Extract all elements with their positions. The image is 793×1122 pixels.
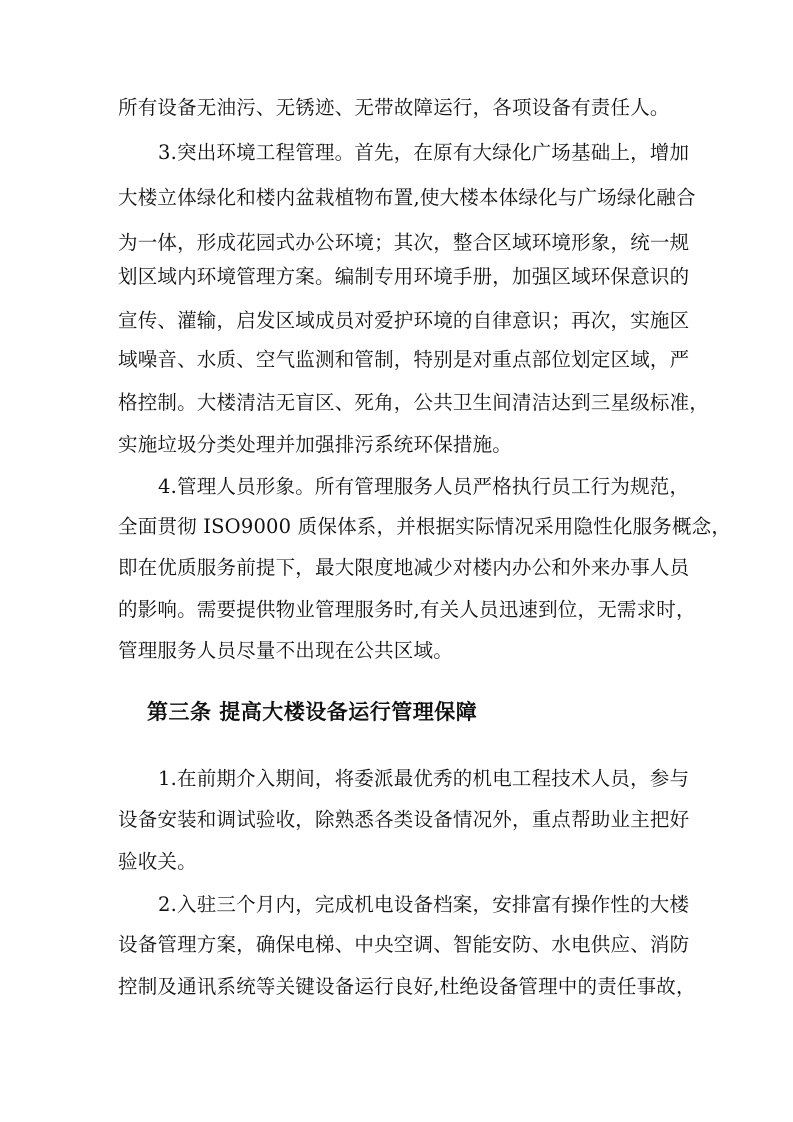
paragraph-line: 的影响。需要提供物业管理服务时,有关人员迅速到位，无需求时， <box>118 598 696 621</box>
paragraph-line: 实施垃圾分类处理并加强排污系统环保措施。 <box>118 433 513 456</box>
paragraph-line: 设备安装和调试验收，除熟悉各类设备情况外，重点帮助业主把好 <box>118 808 690 831</box>
paragraph-line: 1.在前期介入期间，将委派最优秀的机电工程技术人员，参与 <box>158 767 690 790</box>
paragraph-line: 4.管理人员形象。所有管理服务人员严格执行员工行为规范， <box>158 475 690 498</box>
paragraph-line: 所有设备无油污、无锈迹、无带故障运行，各项设备有责任人。 <box>118 96 670 119</box>
section-heading: 第三条 提高大楼设备运行管理保障 <box>147 700 478 724</box>
paragraph-line: 验收关。 <box>118 850 197 873</box>
paragraph-line: 划区域内环境管理方案。编制专用环境手册，加强区域环保意识的 <box>118 265 690 288</box>
paragraph-line: 为一体，形成花园式办公环境；其次，整合区域环境形象，统一规 <box>118 231 690 254</box>
paragraph-line: 全面贯彻 ISO9000 质保体系，并根据实际情况采用隐性化服务概念， <box>118 515 732 538</box>
paragraph-line: 即在优质服务前提下，最大限度地减少对楼内办公和外来办事人员 <box>118 556 690 579</box>
paragraph-line: 宣传、灌输，启发区域成员对爱护环境的自律意识；再次，实施区 <box>118 309 690 332</box>
paragraph-line: 格控制。大楼清洁无盲区、死角，公共卫生间清洁达到三星级标准， <box>118 391 710 414</box>
paragraph-line: 控制及通讯系统等关键设备运行良好,杜绝设备管理中的责任事故， <box>118 975 696 998</box>
paragraph-line: 3.突出环境工程管理。首先，在原有大绿化广场基础上，增加 <box>158 141 690 164</box>
paragraph-line: 设备管理方案，确保电梯、中央空调、智能安防、水电供应、消防 <box>118 933 690 956</box>
paragraph-line: 域噪音、水质、空气监测和管制，特别是对重点部位划定区域，严 <box>118 348 690 371</box>
paragraph-line: 大楼立体绿化和楼内盆栽植物布置,使大楼本体绿化与广场绿化融合 <box>118 186 696 209</box>
paragraph-line: 2.入驻三个月内，完成机电设备档案，安排富有操作性的大楼 <box>158 893 690 916</box>
paragraph-line: 管理服务人员尽量不出现在公共区域。 <box>118 639 453 662</box>
